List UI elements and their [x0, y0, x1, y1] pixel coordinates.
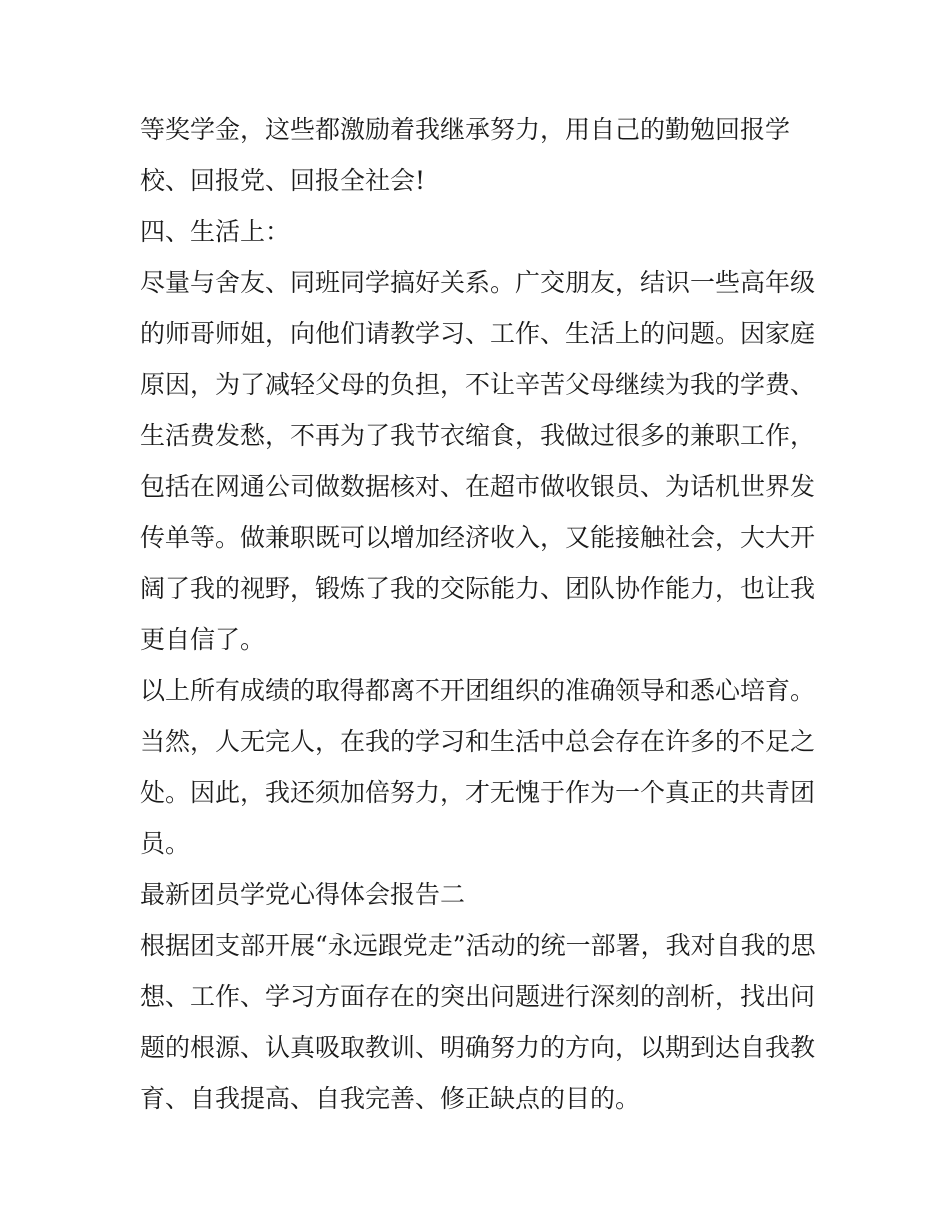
text-line: 包括在网通公司做数据核对、在超市做收银员、为话机世界发 — [140, 472, 816, 501]
text-line: 员。 — [140, 829, 191, 858]
text-line: 处。因此，我还须加倍努力，才无愧于作为一个真正的共青团 — [140, 778, 816, 807]
text-line: 当然，人无完人，在我的学习和生活中总会存在许多的不足之 — [140, 727, 816, 756]
text-line: 以上所有成绩的取得都离不开团组织的准确领导和悉心培育。 — [140, 676, 816, 705]
text-line: 传单等。做兼职既可以增加经济收入，又能接触社会，大大开 — [140, 523, 816, 552]
text-line: 想、工作、学习方面存在的突出问题进行深刻的剖析，找出问 — [140, 982, 816, 1011]
document-body — [140, 104, 820, 1124]
text-line: 原因，为了减轻父母的负担，不让辛苦父母继续为我的学费、 — [140, 370, 816, 399]
text-line: 育、自我提高、自我完善、修正缺点的目的。 — [140, 1084, 641, 1113]
text-line: 根据团支部开展“永远跟党走”活动的统一部署，我对自我的思 — [140, 931, 816, 960]
text-line: 生活费发愁，不再为了我节衣缩食，我做过很多的兼职工作， — [140, 421, 816, 450]
text-line: 的师哥师姐，向他们请教学习、工作、生活上的问题。因家庭 — [140, 319, 816, 348]
text-line: 等奖学金，这些都激励着我继承努力，用自己的勤勉回报学 — [140, 115, 791, 144]
text-line: 更自信了。 — [140, 625, 266, 654]
text-line: 阔了我的视野，锻炼了我的交际能力、团队协作能力，也让我 — [140, 574, 816, 603]
text-line: 题的根源、认真吸取教训、明确努力的方向，以期到达自我教 — [140, 1033, 816, 1062]
report-title: 最新团员学党心得体会报告二 — [140, 880, 466, 909]
section-heading: 四、生活上： — [140, 217, 291, 246]
text-line: 尽量与舍友、同班同学搞好关系。广交朋友，结识一些高年级 — [140, 268, 816, 297]
text-line: 校、回报党、回报全社会! — [140, 166, 426, 195]
